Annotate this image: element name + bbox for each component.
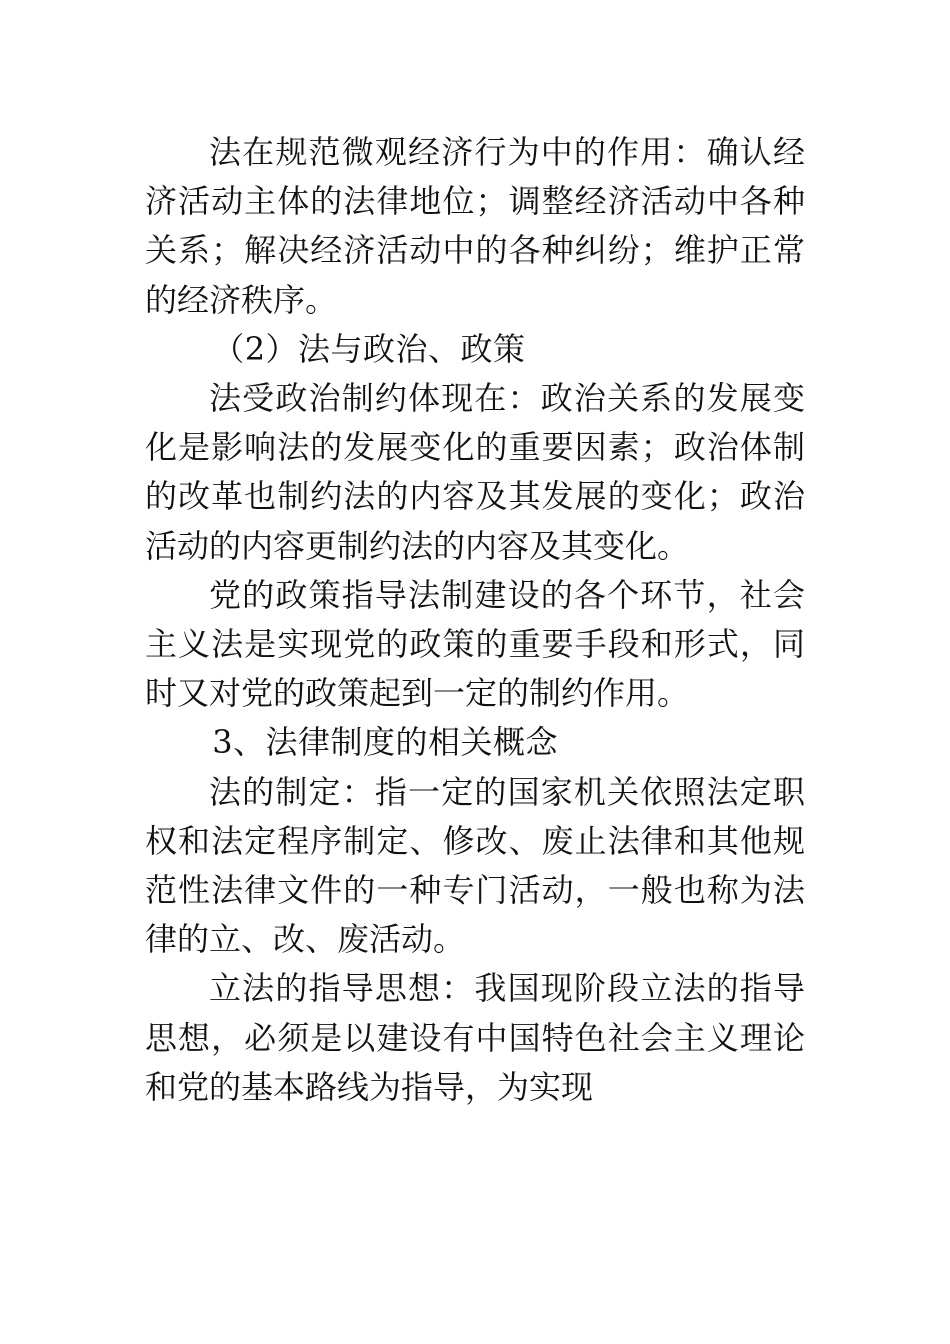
paragraph-law-making: 法的制定：指一定的国家机关依照法定职权和法定程序制定、修改、废止法律和其他规范性法律文件的一种专门活动，一般也称为法律的立、改、废活动。 bbox=[145, 772, 805, 959]
section-heading-legal-concepts: 3、法律制度的相关概念 bbox=[212, 723, 559, 762]
paragraph-party-policy: 党的政策指导法制建设的各个环节，社会主义法是实现党的政策的重要手段和形式，同时又对党的政策起到一定的制约作用。 bbox=[145, 575, 805, 713]
paragraph-economic-role: 法在规范微观经济行为中的作用：确认经济活动主体的法律地位；调整经济活动中各种关系；解决经济活动中的各种纠纷；维护正常的经济秩序。 bbox=[145, 133, 805, 319]
document-page bbox=[145, 128, 805, 1112]
paragraph-political-constraint: 法受政治制约体现在：政治关系的发展变化是影响法的发展变化的重要因素；政治体制的改革也制约法的内容及其发展的变化；政治活动的内容更制约法的内容及其变化。 bbox=[145, 379, 805, 565]
paragraph-legislative-guidance: 立法的指导思想：我国现阶段立法的指导思想，必须是以建设有中国特色社会主义理论和党的基本路线为指导，为实现 bbox=[145, 969, 805, 1106]
section-heading-law-politics: （2）法与政治、政策 bbox=[212, 329, 526, 368]
